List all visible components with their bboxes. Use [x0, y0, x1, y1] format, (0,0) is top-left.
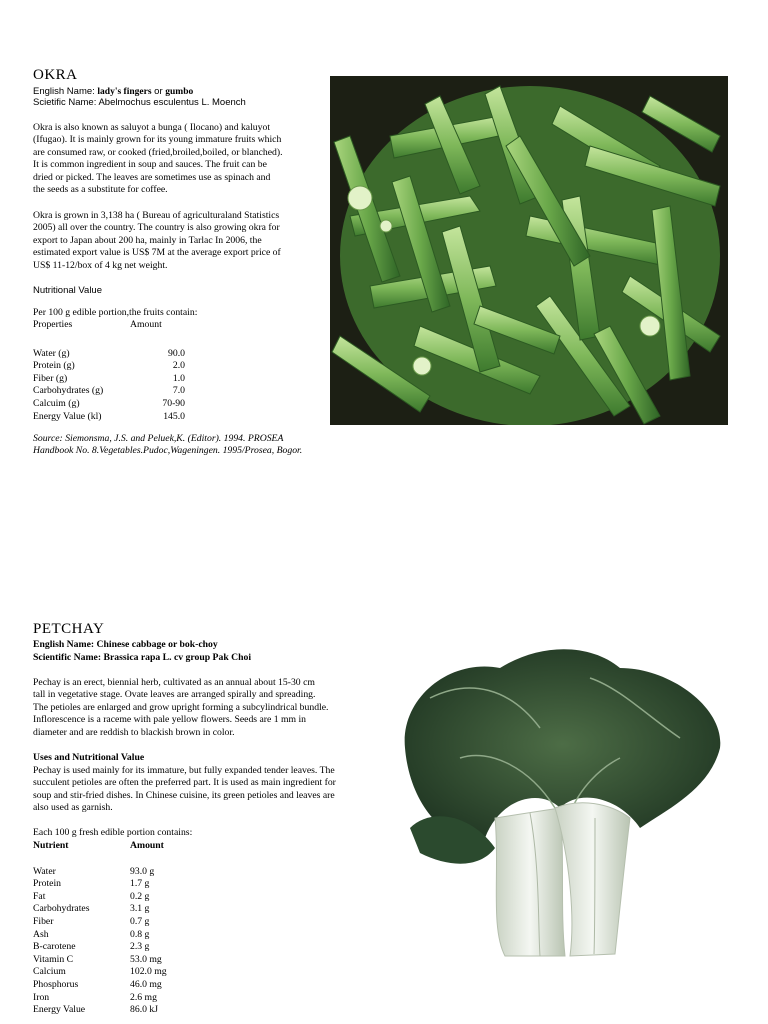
- okra-source: Source: Siemonsma, J.S. and Peluek,K. (Editor). 1994. PROSEA Handbook No. 8.Vegetables.Pudoc,Wageningen. 1995/Prosea, Bogor.: [33, 433, 303, 457]
- table-row: Protein 1.7 g: [33, 878, 150, 890]
- okra-paragraph-1: Okra is also known as saluyot a bunga ( Ilocano) and kaluyot (Ifugao). It is mainly grown for its young immature fruits which are consumed raw, or cooked (fried,broiled,boiled, or blanched). It is common ingredient in soup and sauces. The fruit can be dried or picked. The leaves are sometimes use as spinach and the seeds as a substitute for coffee.: [33, 122, 283, 196]
- table-row: Water (g) 90.0: [33, 347, 185, 359]
- pechay-photo: [390, 638, 730, 963]
- table-row: Water 93.0 g: [33, 865, 155, 877]
- okra-table-header: Properties Amount: [33, 319, 162, 330]
- table-row: Energy Value (kl) 145.0: [33, 410, 185, 422]
- petchay-uses-heading: Uses and Nutritional Value: [33, 752, 145, 763]
- table-row: Fiber (g) 1.0: [33, 372, 185, 384]
- table-row: Calcuim (g) 70-90: [33, 397, 185, 409]
- table-row: Carbohydrates (g) 7.0: [33, 385, 185, 397]
- pechay-image: [390, 638, 730, 963]
- petchay-scientific-name: Scientific Name: Brassica rapa L. cv group Pak Choi: [33, 652, 252, 663]
- table-row: Calcium 102.0 mg: [33, 966, 167, 978]
- table-row: Fiber 0.7 g: [33, 915, 150, 927]
- table-row: B-carotene 2.3 g: [33, 941, 150, 953]
- petchay-paragraph-1: Pechay is an erect, biennial herb, cultivated as an annual about 15-30 cm tall in vegetative stage. Ovate leaves are arranged spirally and spreading. The petioles are enlarged and grow upright forming a subcylindrical bundle. Inflorescence is a raceme with pale yellow flowers. Seeds are 1 mm in diameter and are reddish to blackish brown in color.: [33, 677, 329, 738]
- petchay-each-100: Each 100 g fresh edible portion contains:: [33, 827, 193, 838]
- okra-per-100: Per 100 g edible portion,the fruits contain:: [33, 307, 198, 318]
- okra-english-name: English Name: lady's fingers or gumbo: [33, 86, 194, 97]
- table-row: Iron 2.6 mg: [33, 991, 157, 1003]
- okra-paragraph-2: Okra is grown in 3,138 ha ( Bureau of agriculturaland Statistics 2005) all over the country. The country is also growing okra for export to Japan about 200 ha, mainly in Tarlac In 2006, the estimated export value is US$ 7M at the average export price of US$ 11-12/box of 4 kg net weight.: [33, 210, 281, 271]
- petchay-english-name: English Name: Chinese cabbage or bok-choy: [33, 639, 218, 650]
- table-row: Energy Value 86.0 kJ: [33, 1004, 158, 1016]
- table-row: Fat 0.2 g: [33, 890, 150, 902]
- petchay-nutrition-table: [33, 840, 167, 1017]
- petchay-table-header: Nutrient Amount: [33, 840, 164, 851]
- table-row: Vitamin C 53.0 mg: [33, 953, 162, 965]
- table-row: Carbohydrates 3.1 g: [33, 903, 150, 915]
- okra-title: OKRA: [33, 67, 78, 83]
- okra-scientific-name: Scietific Name: Abelmochus esculentus L. Moench: [33, 97, 246, 108]
- petchay-title: PETCHAY: [33, 621, 105, 637]
- okra-nutrition-heading: Nutritional Value: [33, 285, 103, 296]
- table-row: Ash 0.8 g: [33, 928, 150, 940]
- okra-image: [330, 76, 728, 425]
- table-row: Phosphorus 46.0 mg: [33, 978, 162, 990]
- okra-nutrition-table: [33, 319, 185, 423]
- okra-photo: [330, 76, 728, 425]
- petchay-paragraph-2: Pechay is used mainly for its immature, but fully expanded tender leaves. The succulent petioles are often the preferred part. It is used as main ingredient for soup and stir-fried dishes. In Chinese cuisine, its green petioles and leaves are also used as garnish.: [33, 765, 336, 814]
- table-row: Protein (g) 2.0: [33, 360, 185, 372]
